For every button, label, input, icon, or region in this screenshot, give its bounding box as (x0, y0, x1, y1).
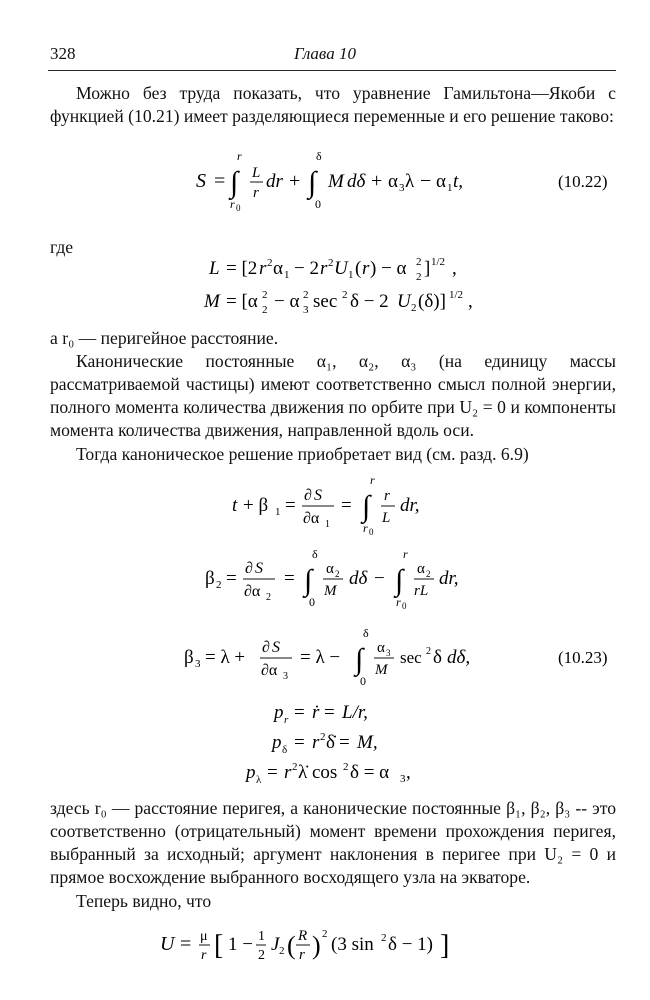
svg-text:r: r (253, 185, 259, 201)
paragraph-perigee-distance: а r₀ — перигейное расстояние. (50, 328, 279, 348)
svg-text:2: 2 (416, 271, 422, 283)
svg-text:S: S (314, 487, 322, 504)
svg-text:δ: δ (312, 547, 318, 561)
svg-text:∫: ∫ (304, 564, 313, 597)
svg-text:r: r (384, 488, 390, 504)
svg-text:3: 3 (195, 658, 201, 670)
svg-text:λ: λ (256, 774, 262, 786)
svg-text:α: α (436, 171, 446, 192)
svg-text:δ = α: δ = α (350, 762, 390, 783)
equation-p-r (272, 702, 368, 726)
svg-text:2: 2 (267, 257, 273, 269)
svg-text:r: r (259, 258, 267, 279)
svg-text:∂α: ∂α (244, 583, 261, 600)
svg-text:M: M (375, 662, 388, 678)
equation-beta2 (205, 547, 459, 611)
svg-text:∫: ∫ (362, 490, 371, 523)
equation-10-23 (184, 626, 608, 688)
svg-text:δ̇: δ̇ (326, 732, 335, 753)
svg-text:+: + (371, 170, 383, 192)
svg-text:0: 0 (402, 601, 407, 611)
svg-text:∂: ∂ (262, 639, 270, 656)
svg-text:2: 2 (322, 928, 328, 940)
svg-text:L: L (209, 258, 220, 279)
svg-text:2: 2 (279, 945, 285, 957)
svg-text:p: p (272, 732, 282, 753)
svg-text:sec: sec (400, 648, 422, 667)
svg-text:= [2: = [2 (226, 258, 258, 279)
svg-text:rL: rL (414, 583, 429, 599)
svg-text:[: [ (214, 930, 224, 961)
svg-text:3: 3 (283, 671, 288, 682)
svg-text:r: r (284, 762, 292, 783)
svg-text:1: 1 (258, 929, 265, 944)
svg-text:,: , (406, 762, 411, 783)
svg-text:M: M (204, 291, 220, 312)
svg-text:3: 3 (399, 182, 405, 194)
svg-text:ṙ: ṙ (312, 702, 320, 723)
svg-text:2: 2 (335, 569, 340, 579)
svg-text:= λ −: = λ − (300, 647, 341, 668)
svg-text:3: 3 (303, 304, 309, 316)
svg-text:+ β: + β (243, 495, 269, 516)
svg-text:r: r (312, 732, 320, 753)
svg-text:r: r (237, 149, 242, 163)
svg-text:M: M (328, 171, 344, 192)
svg-text:δ − 2: δ − 2 (350, 291, 389, 312)
svg-text:2: 2 (216, 579, 222, 591)
equation-number-10-22: (10.22) (558, 172, 608, 191)
svg-text:(δ)]: (δ)] (418, 291, 446, 312)
svg-text:0: 0 (309, 595, 315, 609)
svg-text:sec: sec (313, 291, 338, 312)
svg-text:1: 1 (275, 506, 281, 518)
svg-text:2: 2 (426, 569, 431, 579)
svg-text:]: ] (440, 930, 450, 961)
paragraph-canonical-solution: Тогда каноническое решение приобретает вид (см. разд. 6.9) (76, 444, 529, 464)
svg-text:dr: dr (266, 171, 283, 192)
svg-text:3: 3 (386, 648, 391, 658)
svg-text:2: 2 (426, 646, 431, 657)
svg-text:=: = (180, 933, 192, 955)
svg-text:2: 2 (328, 257, 334, 269)
svg-text:=: = (284, 568, 295, 589)
svg-text:∂α: ∂α (261, 662, 278, 679)
svg-text:1: 1 (348, 269, 354, 281)
svg-text:r: r (320, 258, 328, 279)
svg-text:δ: δ (282, 744, 288, 756)
svg-text:∫: ∫ (355, 643, 364, 676)
svg-text:L: L (382, 510, 391, 526)
svg-text:dδ: dδ (349, 568, 368, 589)
svg-text:0: 0 (360, 674, 366, 688)
svg-text:λ̇ cos: λ̇ cos (298, 762, 338, 783)
paragraph-now-seen: Теперь видно, что (76, 891, 212, 911)
svg-text:= [α: = [α (226, 291, 258, 312)
svg-text:1: 1 (325, 519, 330, 530)
page-number: 328 (50, 44, 76, 63)
svg-text:1/2: 1/2 (449, 289, 464, 301)
svg-text:(: ( (355, 258, 362, 279)
svg-text:α: α (326, 561, 334, 577)
svg-text:1: 1 (284, 269, 290, 281)
svg-text:−: − (374, 568, 385, 589)
svg-text:(: ( (287, 931, 296, 960)
svg-text:2: 2 (381, 932, 387, 944)
svg-text:2: 2 (416, 256, 422, 268)
svg-text:=: = (285, 495, 296, 516)
svg-text:=: = (267, 762, 278, 783)
svg-text:δ: δ (316, 149, 322, 163)
svg-text:3: 3 (400, 773, 406, 785)
paragraph-intro: Можно без труда показать, что уравнение Гамильтона—Якоби с функцией (10.21) имеет разделяющиеся переменные и его решение таково: (50, 83, 616, 126)
svg-text:U: U (160, 933, 175, 955)
equation-M (203, 289, 473, 316)
svg-text:2: 2 (342, 289, 348, 301)
svg-text:S: S (196, 170, 206, 192)
svg-text:M,: M, (357, 732, 378, 753)
svg-text:U: U (334, 258, 348, 279)
svg-text:2: 2 (266, 592, 271, 603)
svg-text:1 −: 1 − (228, 934, 253, 955)
svg-text:2: 2 (320, 731, 326, 743)
svg-text:dδ: dδ (347, 171, 366, 192)
svg-text:α: α (377, 640, 385, 656)
svg-text:p: p (246, 762, 256, 783)
svg-text:]: ] (424, 258, 431, 279)
svg-text:2: 2 (411, 302, 417, 314)
svg-text:J: J (271, 934, 280, 955)
svg-text:r: r (201, 948, 207, 963)
svg-text:2: 2 (262, 289, 268, 301)
svg-text:=: = (294, 702, 305, 723)
paragraph-explanation: здесь r₀ — расстояние перигея, а канонические постоянные β₁, β₂, β₃ -- это соответственно (отрицательный) момент времени прохождения перигея, выбранный за исходный; аргумент наклонения в перигее при U₂ = 0 и прямое восхождение выбранного восходящего узла на экваторе. (50, 798, 616, 887)
svg-text:L/r,: L/r, (342, 702, 368, 723)
equation-U (160, 928, 449, 963)
svg-text:R: R (298, 928, 308, 944)
svg-text:(3 sin: (3 sin (331, 934, 374, 955)
svg-text:2: 2 (292, 761, 298, 773)
svg-text:2: 2 (343, 761, 349, 773)
svg-text:β: β (205, 568, 215, 589)
word-where: где (50, 237, 74, 257)
svg-text:U: U (397, 291, 411, 312)
equation-10-22 (196, 149, 608, 213)
svg-text:2: 2 (262, 304, 268, 316)
svg-text:r: r (363, 521, 368, 535)
svg-text:=: = (294, 732, 305, 753)
svg-text:δ: δ (363, 626, 369, 640)
svg-text:dδ,: dδ, (447, 647, 471, 668)
svg-text:+: + (289, 170, 301, 192)
svg-text:∫: ∫ (395, 564, 404, 597)
svg-text:0: 0 (315, 197, 321, 211)
svg-text:δ: δ (433, 647, 442, 668)
svg-text:S: S (255, 560, 263, 577)
svg-text:M: M (324, 583, 337, 599)
svg-text:dr,: dr, (400, 495, 420, 516)
svg-text:p: p (274, 702, 284, 723)
svg-text:dr,: dr, (439, 568, 459, 589)
chapter-title: Глава 10 (294, 44, 356, 63)
svg-text:λ: λ (405, 171, 415, 192)
svg-text:β: β (184, 647, 194, 668)
svg-text:) − α: ) − α (370, 258, 407, 279)
paragraph-canonical-constants: Канонические постоянные α₁, α₂, α₃ (на единицу массы рассматриваемой частицы) имеют соответственно смысл полной энергии, полного момента количества движения по орбите при U₂ = 0 и компоненты момента количества движения, направленной вдоль оси. (50, 351, 616, 440)
svg-text:,: , (452, 258, 457, 279)
svg-text:α: α (388, 171, 398, 192)
equation-L (208, 256, 457, 283)
equation-p-lambda (244, 761, 411, 786)
svg-text:μ: μ (200, 929, 208, 944)
svg-text:2: 2 (258, 948, 265, 963)
svg-text:r: r (362, 258, 370, 279)
equation-p-delta (270, 731, 378, 756)
svg-text:− α: − α (274, 291, 300, 312)
svg-text:∂: ∂ (304, 487, 312, 504)
svg-text:0: 0 (236, 203, 241, 213)
svg-text:r: r (284, 714, 289, 726)
equation-number-10-23: (10.23) (558, 648, 608, 667)
svg-text:L: L (252, 165, 261, 181)
svg-text:α: α (417, 561, 425, 577)
svg-text:t: t (232, 495, 238, 516)
svg-text:=: = (339, 732, 350, 753)
svg-text:r: r (370, 473, 375, 487)
svg-text:r: r (396, 595, 401, 609)
svg-text:=: = (226, 568, 237, 589)
svg-text:1/2: 1/2 (431, 256, 446, 268)
svg-text:− 2: − 2 (294, 258, 319, 279)
svg-text:∂α: ∂α (303, 510, 320, 527)
svg-text:1: 1 (447, 182, 453, 194)
svg-text:0: 0 (369, 527, 374, 537)
svg-text:S: S (272, 639, 280, 656)
svg-text:∫: ∫ (230, 166, 239, 199)
svg-text:=: = (341, 495, 352, 516)
equation-t-beta1 (232, 473, 420, 537)
svg-text:δ − 1): δ − 1) (388, 934, 433, 955)
svg-text:r: r (230, 197, 235, 211)
svg-text:r: r (299, 947, 305, 963)
svg-text:): ) (312, 931, 321, 960)
svg-text:= λ +: = λ + (205, 647, 246, 668)
svg-text:∫: ∫ (308, 166, 317, 199)
svg-text:=: = (214, 170, 226, 192)
svg-text:2: 2 (303, 289, 309, 301)
svg-text:,: , (468, 291, 473, 312)
svg-text:−: − (420, 170, 432, 192)
svg-text:r: r (403, 547, 408, 561)
svg-text:t,: t, (453, 171, 464, 192)
svg-text:∂: ∂ (245, 560, 253, 577)
svg-text:=: = (324, 702, 335, 723)
svg-text:α: α (273, 258, 283, 279)
